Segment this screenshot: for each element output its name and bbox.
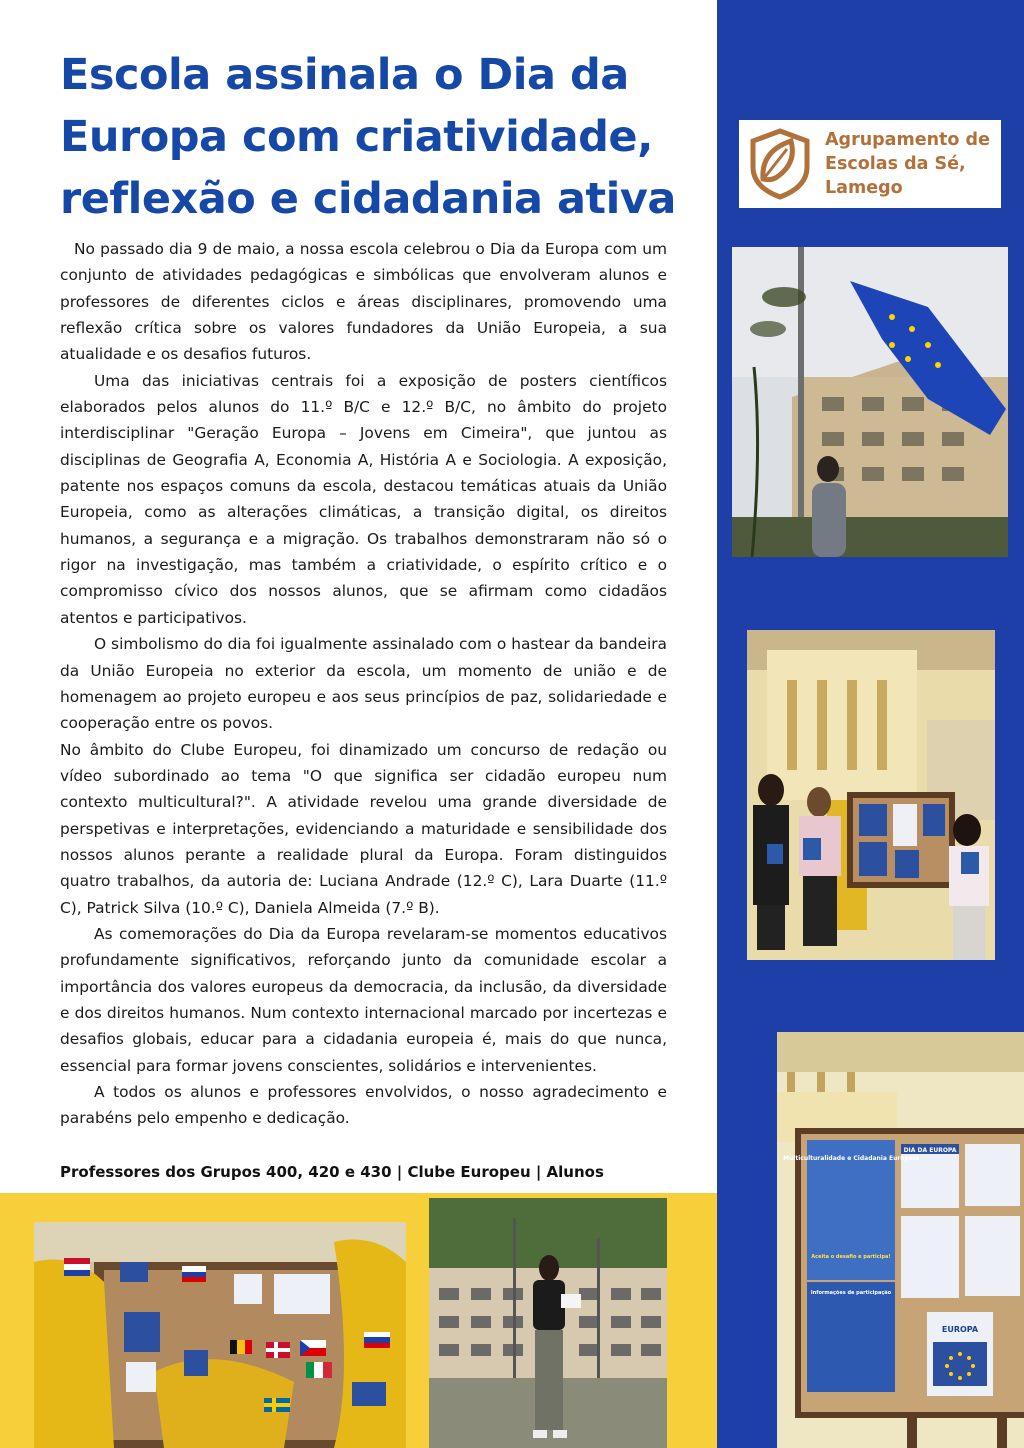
paragraph-thanks: A todos os alunos e professores envolvidos, o nosso agradecimento e parabéns pelo empenho e dedicação. [60, 1083, 667, 1128]
article-title: Escola assinala o Dia da Europa com criatividade, reflexão e cidadania ativa [60, 50, 676, 224]
credits-line: Professores dos Grupos 400, 420 e 430 | Clube Europeu | Alunos [60, 1163, 604, 1181]
poster-info-text: Informações de participação [810, 1290, 892, 1296]
photo-student-speech [429, 1198, 667, 1448]
poster-aceita-text: Aceita o desafio e participa! [811, 1254, 891, 1260]
paragraph-flag: O simbolismo do dia foi igualmente assinalado com o hastear da bandeira da União Europeia no exterior da escola, um momento de união e de homenagem ao projeto europeu e aos seus princípios de paz, solidariedade e cooperação entre os povos. [60, 635, 667, 733]
poster-dia-europa-text: DIA DA EUROPA [903, 1147, 957, 1154]
paragraph-posters: Uma das iniciativas centrais foi a exposição de posters científicos elaborados pelos alunos do 11.º B/C e 12.º B/C, no âmbito do projeto interdisciplinar "Geração Europa – Jovens em Cimeira", que juntou as disciplinas de Geografia A, Economia A, História A e Sociologia. A exposição, patente nos espaços comuns da escola, destacou temáticas atuais da União Europeia, como as alterações climáticas, a transição digital, os direitos humanos, a segurança e a migração. Os trabalhos demonstraram não só o rigor na investigação, mas também a criatividade, o espírito crítico e o compromisso cívico dos nossos alunos, que se afirmam como cidadãos atentos e participativos. [60, 371, 667, 627]
photo-flag-raising [732, 247, 1008, 557]
school-logo [739, 120, 1001, 208]
shield-leaf-icon [747, 127, 813, 201]
photo-students-posters [747, 630, 995, 960]
poster-europa-text: EUROPA [941, 1325, 979, 1334]
paragraph-contest: No âmbito do Clube Europeu, foi dinamizado um concurso de redação ou vídeo subordinado ao tema "O que significa ser cidadão europeu num contexto multicultural?". A atividade revelou uma grande diversidade de perspetivas e interpretações, evidenciando a maturidade e sensibilidade dos nossos alunos perante a realidade plural da Europa. Foram distinguidos quatro trabalhos, da autoria de: Luciana Andrade (12.º C), Lara Duarte (11.º C), Patrick Silva (10.º C), Daniela Almeida (7.º B). [60, 740, 667, 917]
paragraph-intro: No passado dia 9 de maio, a nossa escola celebrou o Dia da Europa com um conjunto de atividades pedagógicas e simbólicas que envolveram alunos e professores de diferentes ciclos e áreas disciplinares, promovendo uma reflexão crítica sobre os valores fundadores da União Europeia, a sua atualidade e os desafios futuros. [60, 240, 667, 364]
photo-poster-board [777, 1032, 1024, 1448]
photo-flags-display [34, 1222, 406, 1448]
paragraph-commemorations: As comemorações do Dia da Europa revelaram-se momentos educativos profundamente significativos, reforçando junto da comunidade escolar a importância dos valores europeus da democracia, da inclusão, da diversidade e dos direitos humanos. Num contexto internacional marcado por incertezas e desafios globais, educar para a cidadania europeia é, mais do que nunca, essencial para formar jovens conscientes, solidários e intervenientes. [60, 924, 667, 1075]
poster-multiculturalidade-text: Multiculturalidade e Cidadania Europeia [783, 1155, 919, 1162]
article-body [60, 236, 667, 1132]
school-name: Agrupamento de Escolas da Sé, Lamego [825, 130, 990, 198]
